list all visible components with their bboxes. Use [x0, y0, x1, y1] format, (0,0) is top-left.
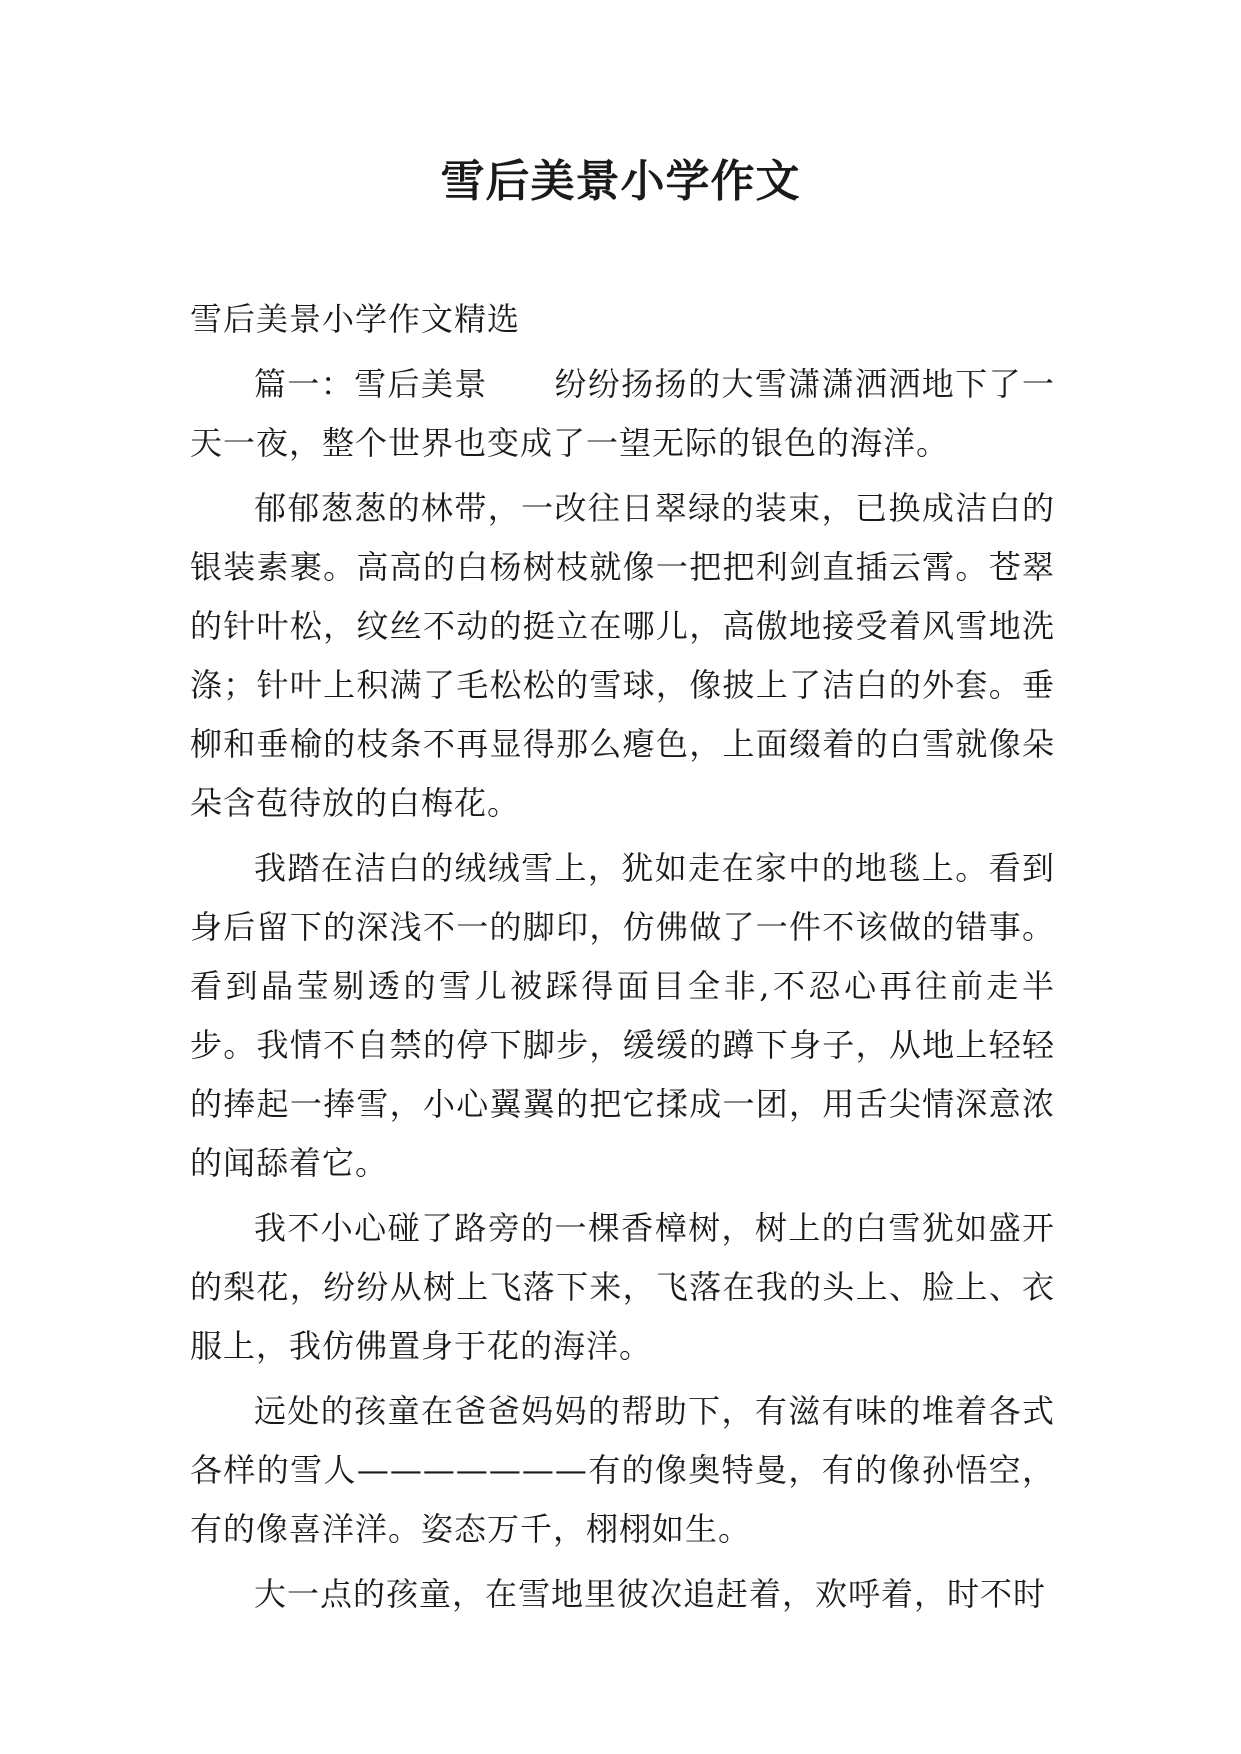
document-subtitle: 雪后美景小学作文精选: [190, 300, 521, 338]
paragraph: [190, 355, 1055, 473]
paragraph: 郁郁葱葱的林带，一改往日翠绿的装束，已换成洁白的银装素裹。高高的白杨树枝就像一把把利剑直插云霄。苍翠的针叶松，纹丝不动的挺立在哪儿，高傲地接受着风雪地洗涤；针叶上积满了毛松松的雪球，像披上了洁白的外套。垂柳和垂榆的枝条不再显得那么瘪色，上面缀着的白雪就像朵朵含苞待放的白梅花。: [190, 489, 1055, 822]
document-title: 雪后美景小学作文: [440, 156, 801, 207]
section-heading: 篇一：雪后美景: [254, 365, 488, 403]
document-body: [190, 290, 1055, 1624]
paragraph-text: 纷纷扬扬的大雪潇潇洒洒地下了一天一夜，整个世界也变成了一望无际的银色的海洋。: [190, 365, 1055, 462]
paragraph: 大一点的孩童，在雪地里彼次追赶着，欢呼着，时不时: [254, 1575, 1047, 1613]
paragraph: 我不小心碰了路旁的一棵香樟树，树上的白雪犹如盛开的梨花，纷纷从树上飞落下来，飞落在我的头上、脸上、衣服上，我仿佛置身于花的海洋。: [190, 1209, 1055, 1365]
paragraph: 我踏在洁白的绒绒雪上，犹如走在家中的地毯上。看到身后留下的深浅不一的脚印，仿佛做了一件不该做的错事。看到晶莹剔透的雪儿被踩得面目全非,不忍心再往前走半步。我情不自禁的停下脚步，缓缓的蹲下身子，从地上轻轻的捧起一捧雪，小心翼翼的把它揉成一团，用舌尖情深意浓的闻舔着它。: [190, 849, 1055, 1182]
paragraph: 远处的孩童在爸爸妈妈的帮助下，有滋有味的堆着各式各样的雪人———————有的像奥特曼，有的像孙悟空，有的像喜洋洋。姿态万千，栩栩如生。: [190, 1392, 1055, 1548]
section-heading-spacer: [488, 365, 555, 403]
